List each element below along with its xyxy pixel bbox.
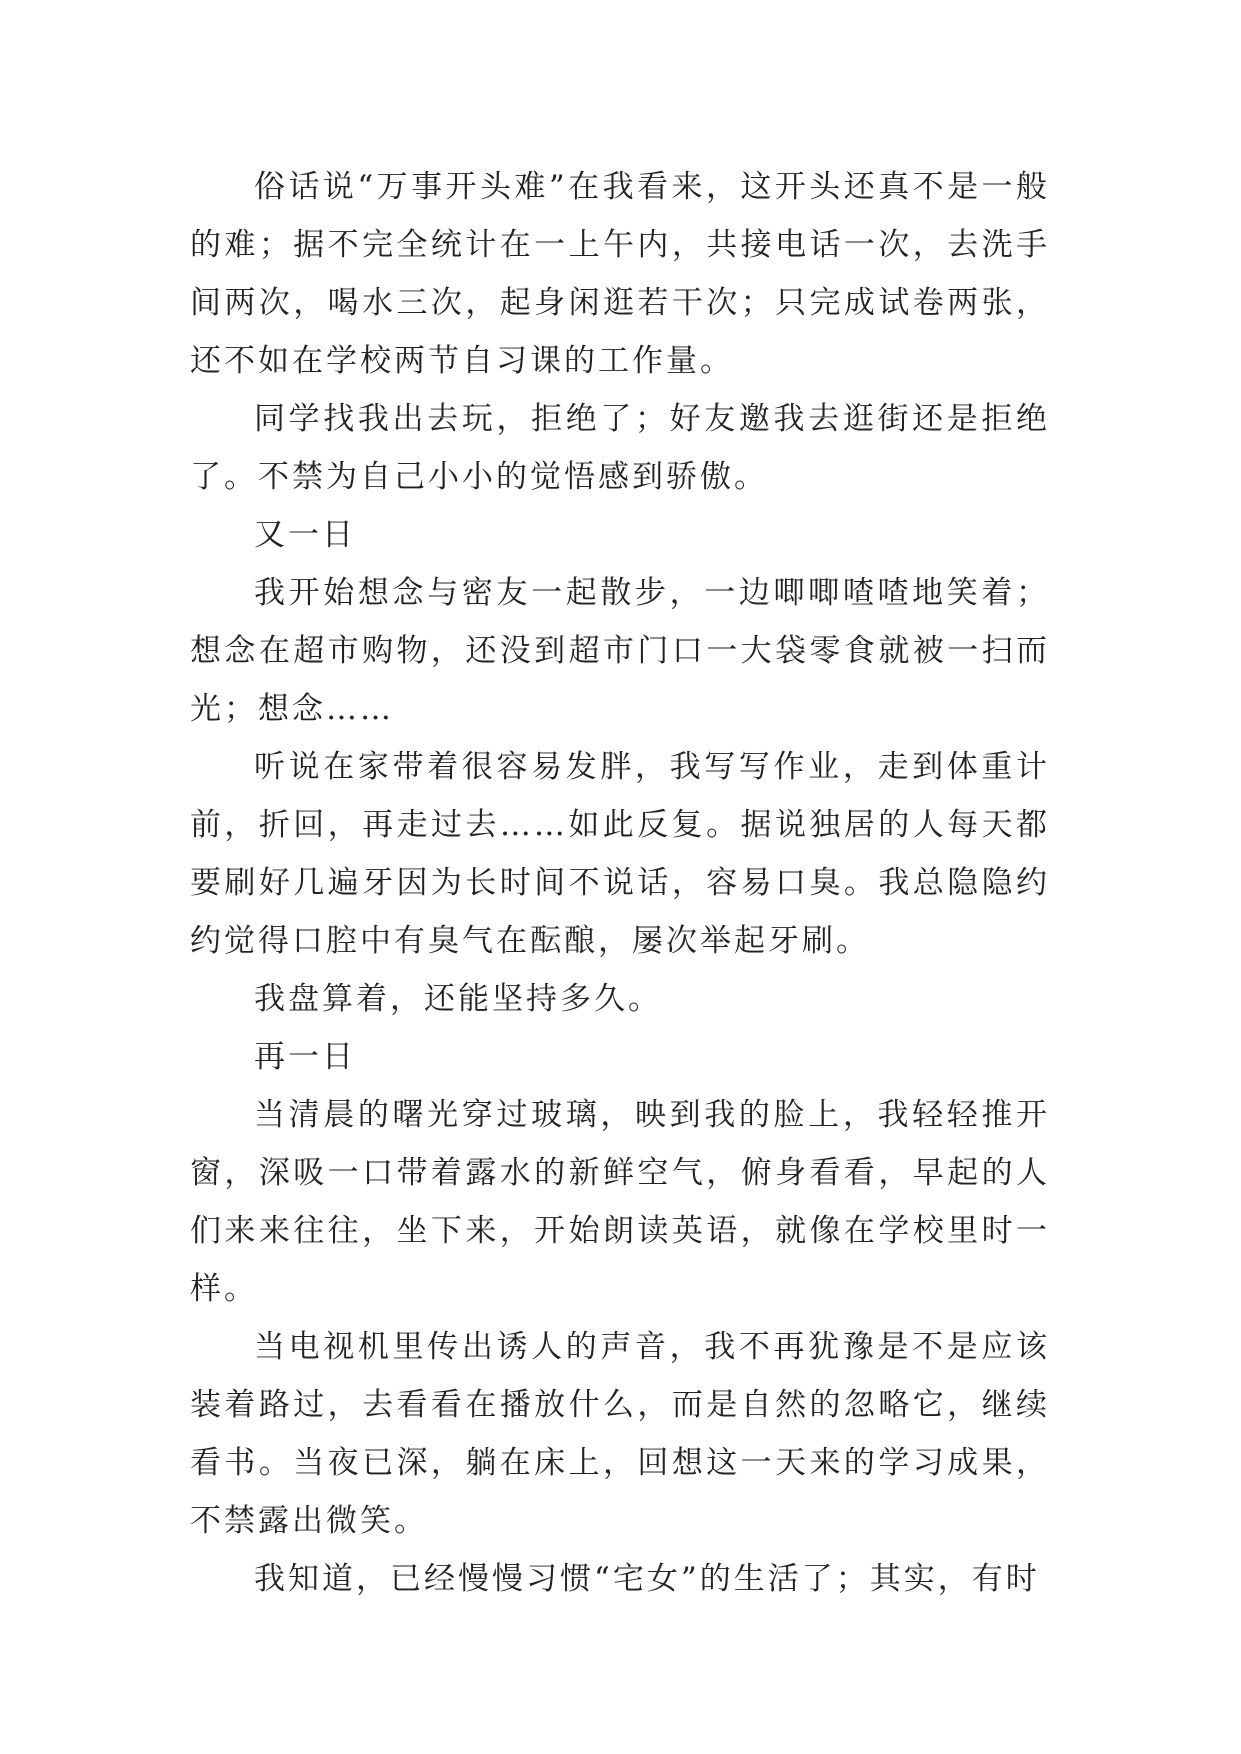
body-text [190,158,1050,1608]
paragraph: 俗话说“万事开头难”在我看来，这开头还真不是一般的难；据不完全统计在一上午内，共接电话一次，去洗手间两次，喝水三次，起身闲逛若干次；只完成试卷两张，还不如在学校两节自习课的工作量。 [190,169,1050,379]
paragraph: 当电视机里传出诱人的声音，我不再犹豫是不是应该装着路过，去看看在播放什么，而是自然的忽略它，继续看书。当夜已深，躺在床上，回想这一天来的学习成果，不禁露出微笑。 [190,1329,1050,1539]
section-marker: 又一日 [254,517,356,553]
paragraph: 我盘算着，还能坚持多久。 [254,981,662,1017]
paragraph: 听说在家带着很容易发胖，我写写作业，走到体重计前，折回，再走过去……如此反复。据说独居的人每天都要刷好几遍牙因为长时间不说话，容易口臭。我总隐隐约约觉得口腔中有臭气在酝酿，屡次举起牙刷。 [190,749,1050,959]
section-marker: 再一日 [254,1039,356,1075]
paragraph: 我知道，已经慢慢习惯“宅女”的生活了；其实，有时 [254,1561,1040,1597]
paragraph: 同学找我出去玩，拒绝了；好友邀我去逛街还是拒绝了。不禁为自己小小的觉悟感到骄傲。 [190,401,1050,495]
paragraph: 我开始想念与密友一起散步，一边唧唧喳喳地笑着；想念在超市购物，还没到超市门口一大袋零食就被一扫而光；想念…… [190,575,1050,727]
paragraph: 当清晨的曙光穿过玻璃，映到我的脸上，我轻轻推开窗，深吸一口带着露水的新鲜空气，俯身看看，早起的人们来来往往，坐下来，开始朗读英语，就像在学校里时一样。 [190,1097,1050,1307]
